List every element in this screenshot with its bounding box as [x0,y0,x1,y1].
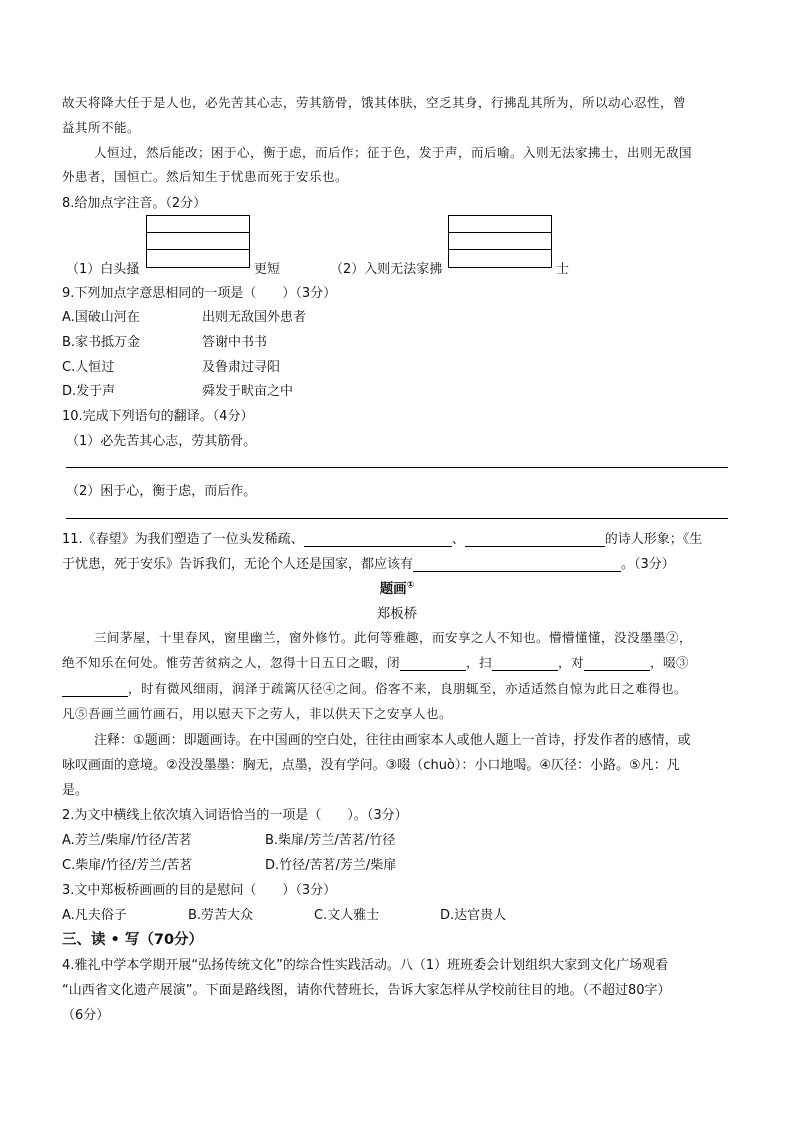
passage-line-3: 人恒过，然后能改；困于心，衡于虑，而后作；征于色，发于声，而后喻。入则无法家拂士，出则无敌国 [94,145,693,160]
q9-option-d-right: 舜发于畎亩之中 [202,384,294,399]
q9-option-d-left[interactable]: D.发于声 [62,384,116,399]
answer-line-1[interactable] [66,467,728,468]
q11-part4: 。（3分） [621,557,675,572]
q11-line-2 [62,553,675,572]
poem-line-2c: ，对 [558,655,585,670]
q4-line-1: 4.雅礼中学本学期开展“弘扬传统文化”的综合性实践活动。八（1）班班委会计划组织大家到文化广场观看 [62,958,669,973]
poem-blank-3[interactable] [584,656,650,671]
notes-line-1: 注释：①题画：即题画诗。在中国画的空白处，往往由画家本人或他人题上一首诗，抒发作者的感情，或 [94,733,691,748]
poem-line-2a: 绝不知乐在何处。惟劳苦贫病之人，忽得十日五日之暇，闭 [62,655,401,670]
q4-line-3: （6分） [62,1008,110,1023]
poem-line-4: 凡⑤吾画兰画竹画石，用以慰天下之劳人，非以供天下之安享人也。 [62,706,453,721]
poem-title [0,577,794,597]
q9-option-b-right: 答谢中书书 [202,335,268,350]
q9-option-a-left[interactable]: A.国破山河在 [62,310,140,325]
q8-item1-prefix: （1）白头搔 [66,262,140,277]
answer-line-2[interactable] [66,518,728,519]
notes-line-3: 是。 [62,783,89,798]
q3-stem: 3.文中郑板桥画画的目的是慰问（ ）（3分） [62,883,337,898]
q3-option-c[interactable]: C.文人雅士 [314,908,380,923]
passage-line-4: 外患者，国恒亡。然后知生于忧患而死于安乐也。 [62,169,349,184]
q11-blank-2[interactable] [465,532,605,547]
q11-line-1 [62,528,702,547]
q2-option-b[interactable]: B.柴扉/芳兰/苦茗/竹径 [265,833,396,848]
q2-option-a[interactable]: A.芳兰/柴扉/竹径/苦茗 [62,833,192,848]
q4-line-2: “山西省文化遗产展演”。下面是路线图，请你代替班长，告诉大家怎样从学校前往目的地。（不超过80字） [62,983,671,998]
poem-author: 郑板桥 [376,606,418,622]
poem-line-3-text: ，时有微风细雨，润泽于疏篱仄径④之间。俗客不来，良朋辄至，亦适适然自惊为此日之难得也。 [128,681,688,696]
q11-part1: 11.《春望》为我们塑造了一位头发稀疏、 [62,532,304,547]
q11-part3: 于忧患，死于安乐》告诉我们，无论个人还是国家，都应该有 [62,557,414,572]
q9-option-c-right: 及鲁肃过寻阳 [202,360,281,375]
q9-stem: 9.下列加点字意思相同的一项是（ ）（3分） [62,286,337,301]
q11-blank-3[interactable] [413,557,621,572]
section-heading: 三、读 • 写（70分） [62,932,204,948]
poem-line-2b: ，扫 [466,655,493,670]
q10-stem: 10.完成下列语句的翻译。（4分） [62,409,254,424]
q2-option-d[interactable]: D.竹径/苦茗/芳兰/柴扉 [265,858,397,873]
q10-item-2: （2）困于心，衡于虑，而后作。 [66,484,257,499]
poem-title-text: 题画 [379,581,407,597]
q3-option-b[interactable]: B.劳苦大众 [188,908,254,923]
q9-option-a-right: 出则无敌国外患者 [202,310,307,325]
passage-line-1: 故天将降大任于是人也，必先苦其心志，劳其筋骨，饿其体肤，空乏其身，行拂乱其所为，所以动心忍性，曾 [62,95,687,110]
q9-option-c-left[interactable]: C.人恒过 [62,360,115,375]
poem-title-note: ① [406,580,415,591]
q11-sep: 、 [451,532,465,547]
q3-option-a[interactable]: A.凡夫俗子 [62,908,127,923]
q8-item1-suffix: 更短 [254,262,281,277]
poem-blank-2[interactable] [492,656,558,671]
pinyin-box-2[interactable] [448,215,552,268]
q3-option-d[interactable]: D.达官贵人 [440,908,507,923]
poem-line-3 [62,679,687,697]
poem-blank-1[interactable] [400,656,466,671]
poem-line-2d: ，啜③ [650,655,690,670]
q11-part2: 的诗人形象；《生 [604,532,703,547]
q8-item2-suffix: 士 [556,262,570,277]
pinyin-box-1[interactable] [146,215,250,268]
q9-option-b-left[interactable]: B.家书抵万金 [62,335,141,350]
poem-line-1: 三间茅屋，十里春风，窗里幽兰，窗外修竹。此何等雅趣，而安享之人不知也。懵懵懂懂，没没墨墨②， [94,630,693,645]
notes-line-2: 咏叹画面的意境。②没没墨墨：胸无，点墨，没有学问。③啜（chuò）：小口地喝。④仄径：小路。⑤凡：凡 [62,758,680,773]
q10-item-1: （1）必先苦其心志，劳其筋骨。 [66,434,257,449]
q8-item2-prefix: （2）入则无法家拂 [330,262,443,277]
q2-option-c[interactable]: C.柴扉/竹径/芳兰/苦茗 [62,858,193,873]
q8-stem: 8.给加点字注音。（2分） [62,196,207,211]
q11-blank-1[interactable] [304,532,452,547]
poem-line-2 [62,653,689,671]
passage-line-2: 益其所不能。 [62,120,141,135]
q2-stem: 2.为文中横线上依次填入词语恰当的一项是（ ）。（3分） [62,808,408,823]
poem-blank-4[interactable] [62,682,128,697]
